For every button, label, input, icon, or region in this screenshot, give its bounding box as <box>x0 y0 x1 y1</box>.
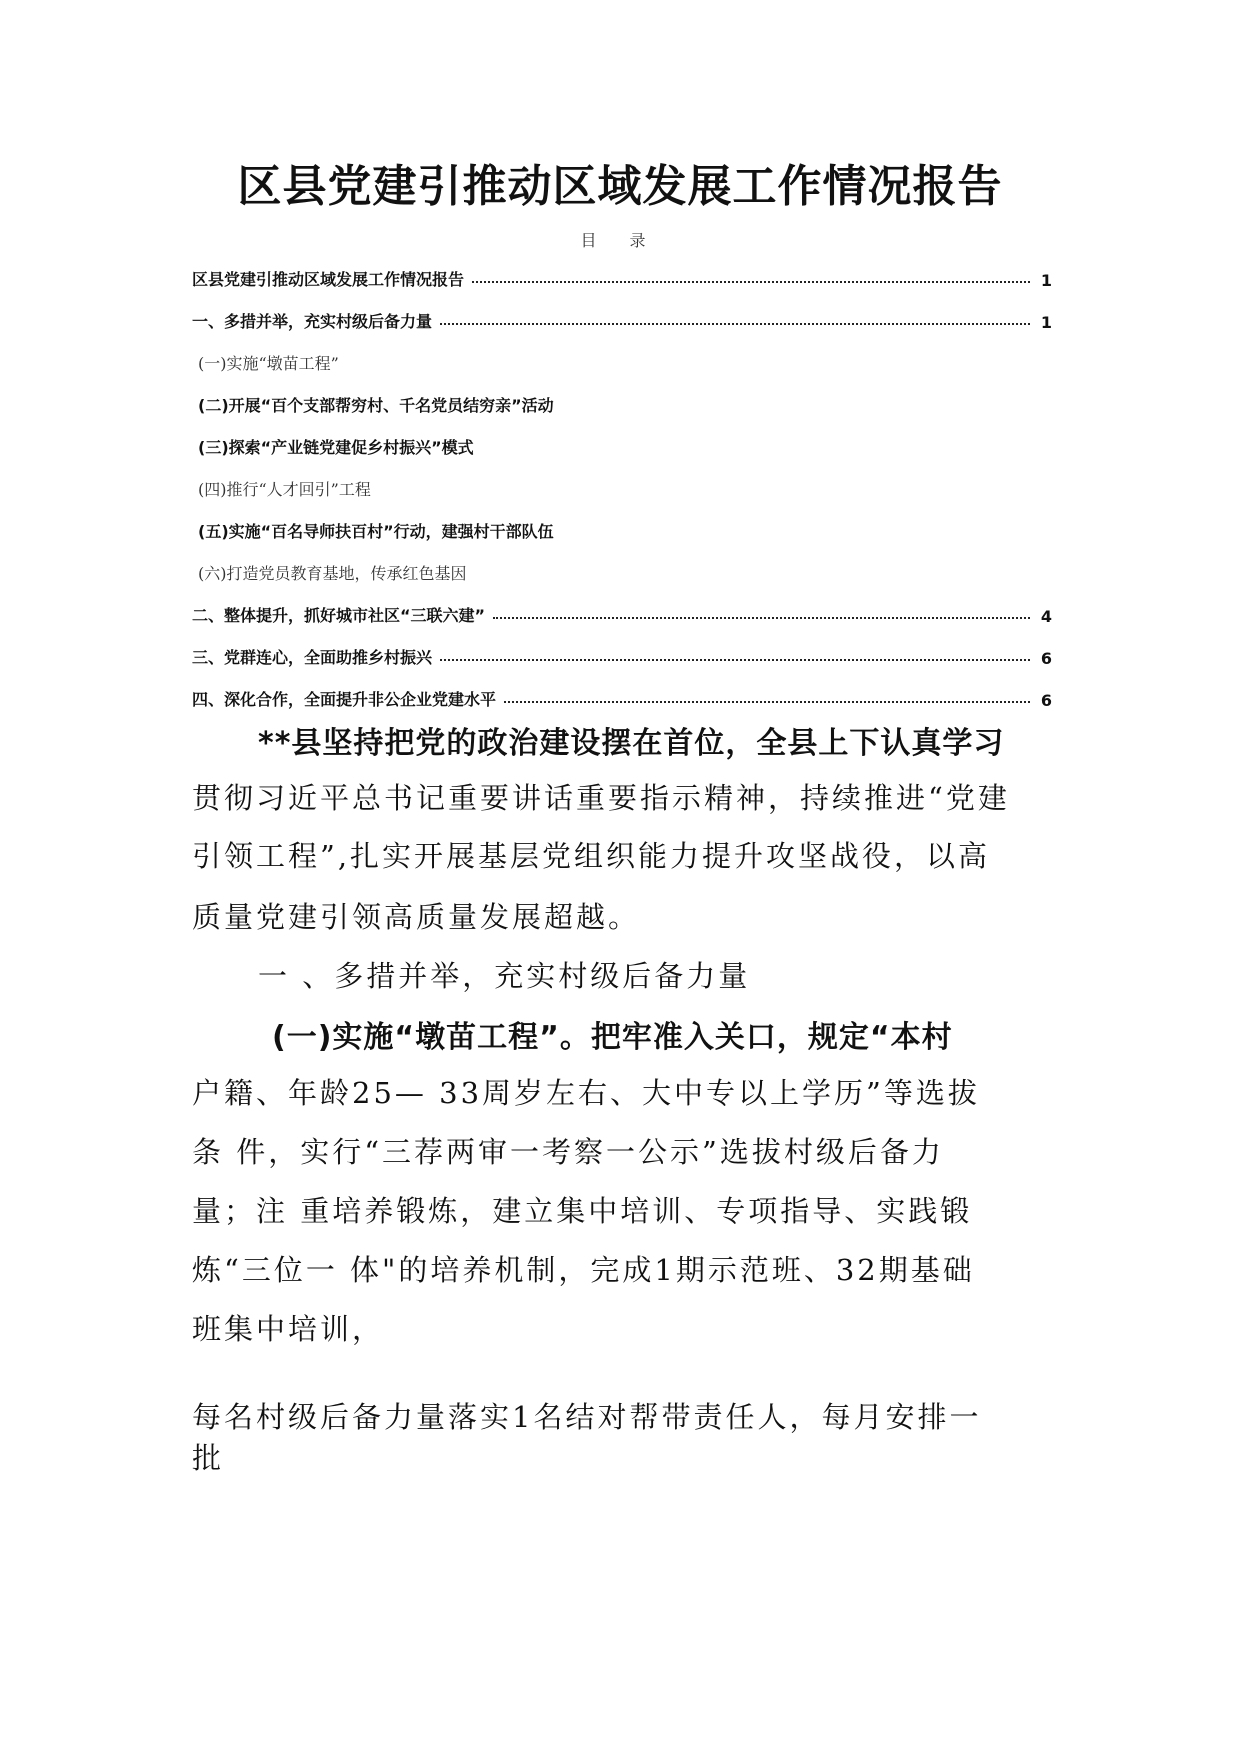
intro-line: 贯彻习近平总书记重要讲话重要指示精神，持续推进“党建 <box>192 781 1010 815</box>
toc-entry-page: 6 <box>1040 649 1052 668</box>
body-line: 炼“三位一 体"的培养机制，完成1期示范班、32期基础 <box>192 1253 975 1287</box>
toc-leader-dots <box>440 659 1030 661</box>
body-line: 户籍、年龄25— 33周岁左右、大中专以上学历”等选拔 <box>192 1076 980 1110</box>
toc-entry[interactable] <box>192 308 1052 332</box>
toc-entry-label: (三)探索“产业链党建促乡村振兴”模式 <box>198 438 474 457</box>
toc-entry-label: (六)打造党员教育基地，传承红色基因 <box>198 564 467 583</box>
toc-entry-label: 三、党群连心，全面助推乡村振兴 <box>192 648 433 667</box>
intro-line: 引领工程”,扎实开展基层党组织能力提升攻坚战役，以高 <box>192 839 991 873</box>
body-line: 每名村级后备力量落实1名结对帮带责任人，每月安排一 <box>192 1400 982 1434</box>
body-line: 批 <box>192 1441 225 1475</box>
toc-entry-page: 1 <box>1040 313 1052 332</box>
toc-entry-label: (一)实施“墩苗工程” <box>198 354 339 373</box>
toc-leader-dots <box>472 281 1030 283</box>
body-line: 量；注 重培养锻炼，建立集中培训、专项指导、实践锻 <box>192 1194 973 1228</box>
subsection-lead: (一)实施“墩苗工程”。把牢准入关口，规定“本村 <box>272 1020 953 1055</box>
toc-heading: 目 录 <box>580 231 660 250</box>
toc-entry[interactable] <box>198 476 1058 500</box>
toc-entry[interactable] <box>192 644 1052 668</box>
body-line: 班集中培训， <box>192 1312 385 1346</box>
toc-entry-label: (四)推行“人才回引”工程 <box>198 480 371 499</box>
toc-entry[interactable] <box>198 392 1058 416</box>
section-heading: 一 、多措并举，充实村级后备力量 <box>258 959 751 993</box>
toc-entry-label: 区县党建引推动区域发展工作情况报告 <box>192 270 465 289</box>
intro-line: 质量党建引领高质量发展超越。 <box>192 900 641 934</box>
toc-leader-dots <box>504 701 1030 703</box>
toc-leader-dots <box>440 323 1030 325</box>
toc-entry[interactable] <box>192 266 1052 290</box>
toc-entry[interactable] <box>198 434 1058 458</box>
toc-entry-page: 4 <box>1040 607 1052 626</box>
body-line: 条 件，实行“三荐两审一考察一公示”选拔村级后备力 <box>192 1135 944 1169</box>
document-title: 区县党建引推动区域发展工作情况报告 <box>237 161 1003 212</box>
toc-entry[interactable] <box>192 602 1052 626</box>
toc-leader-dots <box>493 617 1030 619</box>
toc-entry-label: 二、整体提升，抓好城市社区“三联六建” <box>192 606 486 625</box>
toc-entry-page: 1 <box>1040 271 1052 290</box>
toc-entry[interactable] <box>192 686 1052 710</box>
toc-entry-page: 6 <box>1040 691 1052 710</box>
toc-entry[interactable] <box>198 560 1058 584</box>
toc-entry[interactable] <box>198 518 1058 542</box>
toc-entry-label: (五)实施“百名导师扶百村”行动，建强村干部队伍 <box>198 522 554 541</box>
toc-entry-label: 四、深化合作，全面提升非公企业党建水平 <box>192 690 497 709</box>
toc-entry-label: (二)开展“百个支部帮穷村、千名党员结穷亲”活动 <box>198 396 554 415</box>
toc-entry-label: 一、多措并举，充实村级后备力量 <box>192 312 433 331</box>
toc-entry[interactable] <box>198 350 1058 374</box>
intro-lead: **县坚持把党的政治建设摆在首位，全县上下认真学习 <box>258 726 1005 761</box>
